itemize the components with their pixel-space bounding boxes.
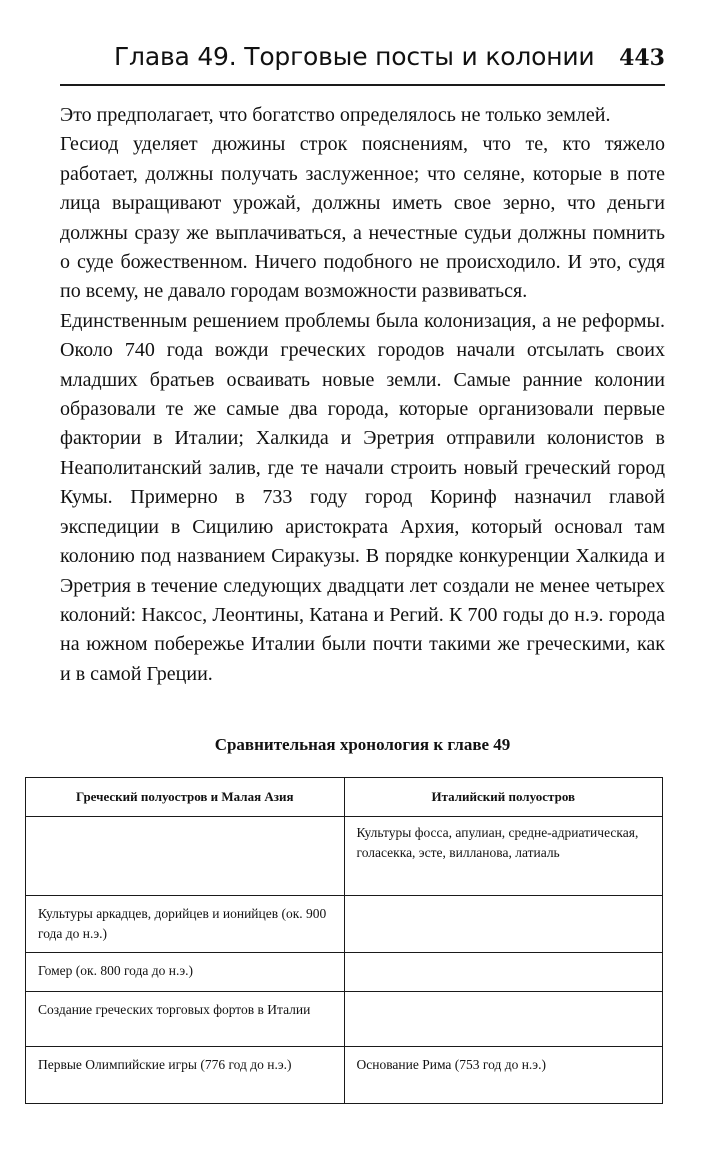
table-row [26, 817, 663, 896]
table-row [26, 1047, 663, 1104]
page-header [60, 40, 665, 86]
table-cell: Культуры фосса, апулиан, средне-адриатическая, голасекка, эсте, вилланова, латиаль [344, 817, 663, 896]
table-row [26, 992, 663, 1047]
table-cell: Гомер (ок. 800 года до н.э.) [26, 953, 345, 992]
table-cell [26, 817, 345, 896]
table-header-row [26, 778, 663, 817]
table-cell [344, 992, 663, 1047]
page-number: 443 [619, 45, 665, 71]
column-header-greek: Греческий полуостров и Малая Азия [26, 778, 345, 817]
table-row [26, 896, 663, 953]
table-row [26, 953, 663, 992]
table-cell: Основание Рима (753 год до н.э.) [344, 1047, 663, 1104]
paragraph: Это предполагает, что богатство определялось не только землей. [60, 104, 611, 126]
chronology-table [25, 777, 663, 1104]
table-title: Сравнительная хронология к главе 49 [214, 735, 511, 754]
table-cell [344, 896, 663, 953]
chapter-title: Глава 49. Торговые посты и колонии [114, 42, 595, 71]
paragraph: Гесиод уделяет дюжины строк пояснениям, что те, кто тяжело работает, должны получать заслуженное; что селяне, которые в поте лица выращивают урожай, должны иметь свое зерно, что деньги должны сразу же выплачиваться, а нечестные судьи должны помнить о суде божественном. Ничего подобного не происходило. И это, судя по всему, не давало городам возможности развиваться. [60, 133, 665, 303]
table-cell [344, 953, 663, 992]
table-cell: Культуры аркадцев, дорийцев и ионийцев (ок. 900 года до н.э.) [26, 896, 345, 953]
column-header-italian: Италийский полуостров [344, 778, 663, 817]
body-text [60, 101, 665, 689]
table-cell: Первые Олимпийские игры (776 год до н.э.) [26, 1047, 345, 1104]
table-cell: Создание греческих торговых фортов в Италии [26, 992, 345, 1047]
paragraph: Единственным решением проблемы была колонизация, а не реформы. Около 740 года вожди греческих городов начали отсылать своих младших братьев осваивать новые земли. Самые ранние колонии образовали те же самые два города, которые организовали первые фактории в Италии; Халкида и Эретрия отправили колонистов в Неаполитанский залив, где те начали строить новый греческий город Кумы. Примерно в 733 году город Коринф назначил главой экспедиции в Сицилию аристократа Архия, который основал там колонию под названием Сиракузы. В порядке конкуренции Халкида и Эретрия в течение следующих двадцати лет создали не менее четырех колоний: Наксос, Леонтины, Катана и Регий. К 700 годы до н.э. города на южном побережье Италии были почти такими же греческими, как и в самой Греции. [60, 309, 665, 685]
